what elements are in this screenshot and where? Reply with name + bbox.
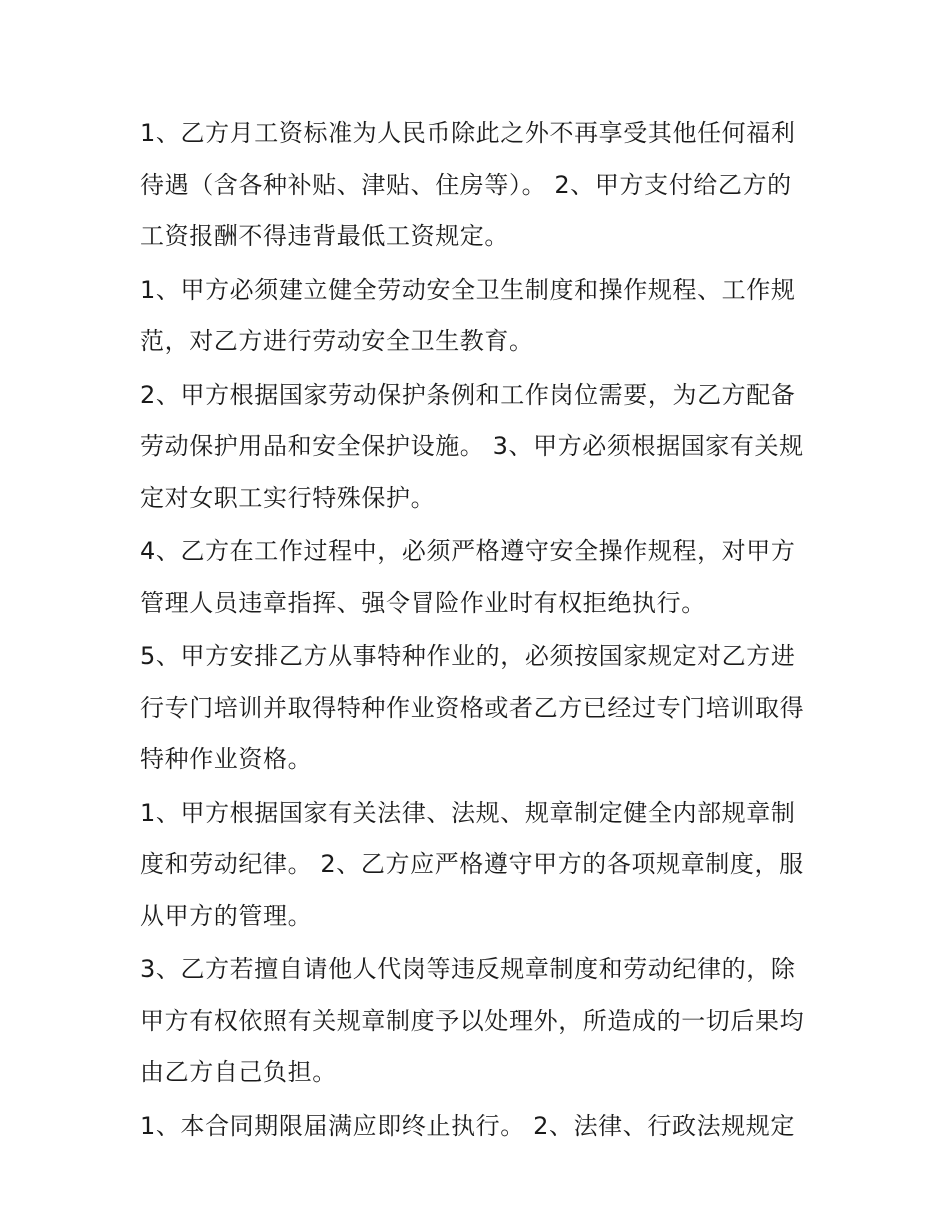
paragraph-protective-equipment: 2、甲方根据国家劳动保护条例和工作岗位需要，为乙方配备劳动保护用品和安全保护设施。 3、甲方必须根据国家有关规定对女职工实行特殊保护。 bbox=[140, 380, 804, 512]
document-body bbox=[140, 108, 812, 1154]
paragraph-internal-rules: 1、甲方根据国家有关法律、法规、规章制定健全内部规章制度和劳动纪律。 2、乙方应严格遵守甲方的各项规章制度，服从甲方的管理。 bbox=[140, 798, 804, 930]
paragraph-operating-rules: 4、乙方在工作过程中，必须严格遵守安全操作规程，对甲方管理人员违章指挥、强令冒险作业时有权拒绝执行。 bbox=[140, 537, 796, 617]
paragraph-special-operations: 5、甲方安排乙方从事特种作业的，必须按国家规定对乙方进行专门培训并取得特种作业资格或者乙方已经过专门培训取得特种作业资格。 bbox=[140, 642, 805, 773]
paragraph-wage-standard: 1、乙方月工资标准为人民币除此之外不再享受其他任何福利待遇（含各种补贴、津贴、住房等）。 2、甲方支付给乙方的工资报酬不得违背最低工资规定。 bbox=[140, 119, 796, 250]
paragraph-rule-violations: 3、乙方若擅自请他人代岗等违反规章制度和劳动纪律的，除甲方有权依照有关规章制度予以处理外，所造成的一切后果均由乙方自己负担。 bbox=[140, 955, 805, 1086]
paragraph-safety-rules: 1、甲方必须建立健全劳动安全卫生制度和操作规程、工作规范，对乙方进行劳动安全卫生教育。 bbox=[140, 275, 796, 355]
paragraph-contract-termination: 1、本合同期限届满应即终止执行。 2、法律、行政法规规定 bbox=[140, 1111, 795, 1140]
